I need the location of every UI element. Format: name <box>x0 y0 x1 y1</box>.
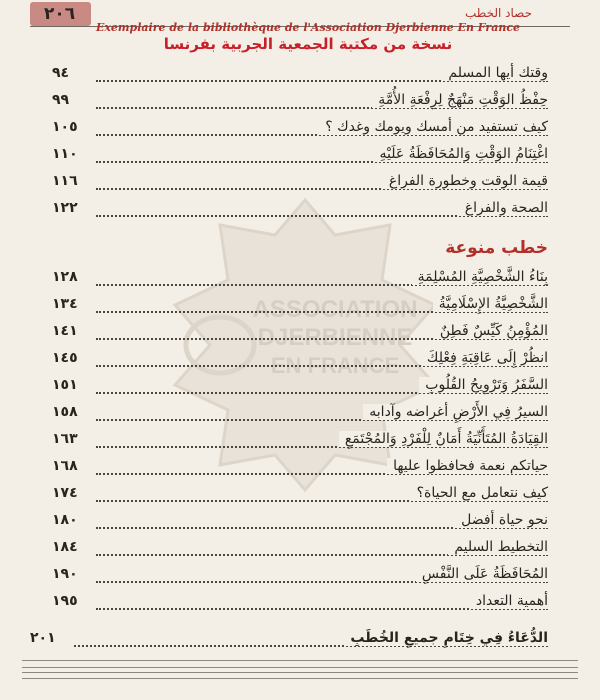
toc-entry-title: قيمة الوقت وخطورة الفراغ <box>383 173 548 189</box>
toc-entry <box>52 401 548 428</box>
toc-entry-page: ١٨٤ <box>52 539 92 555</box>
toc-entry-title: أهمية التعداد <box>470 593 548 609</box>
footer-rule-top <box>22 660 578 668</box>
toc-entry-title: وقتك أيها المسلم <box>442 65 548 81</box>
toc-entry-page: ١٤١ <box>52 323 92 339</box>
toc-entry <box>52 428 548 455</box>
toc-entry-page: ١٣٤ <box>52 296 92 312</box>
toc-entry <box>52 509 548 536</box>
toc-entry-page: ١٤٥ <box>52 350 92 366</box>
toc-entry <box>52 536 548 563</box>
toc-entry-title: المُؤْمِنُ كَيِّسٌ فَطِنٌ <box>434 323 548 339</box>
toc-entry <box>30 627 548 654</box>
toc-entry <box>52 197 548 224</box>
watermark-line3: EN FRANCE <box>270 353 400 378</box>
footer-rule-bottom <box>22 672 578 679</box>
toc-entry <box>52 143 548 170</box>
toc-entry <box>52 482 548 509</box>
toc-entry-title: كيف نتعامل مع الحياة؟ <box>411 485 548 501</box>
toc-entry <box>52 116 548 143</box>
toc-entry-page: ١٩٠ <box>52 566 92 582</box>
toc-entry <box>52 170 548 197</box>
toc-entry-title: كيف تستفيد من أمسك ويومك وغدك ؟ <box>319 119 548 135</box>
toc-list-top <box>52 62 548 224</box>
toc-entry <box>52 293 548 320</box>
toc-entry <box>52 320 548 347</box>
toc-entry <box>52 590 548 617</box>
page-number: ٢٠٦ <box>30 2 91 26</box>
toc-entry-page: ١٥١ <box>52 377 92 393</box>
toc-entry-page: ١٦٣ <box>52 431 92 447</box>
toc-entry <box>52 89 548 116</box>
toc-entry <box>52 266 548 293</box>
toc-entry-page: ١٥٨ <box>52 404 92 420</box>
toc-entry <box>52 62 548 89</box>
library-stamp-arabic: نسخة من مكتبة الجمعية الجربية بفرنسا <box>163 35 453 53</box>
toc-entry-title: الدُّعَاءُ فِي خِتَامِ جميعِ الخُطَبِ <box>344 630 548 646</box>
watermark-line2: DJERBIENNE <box>257 324 413 351</box>
toc-entry-title: بِنَاءُ الشَّخْصِيَّةِ المُسْلِمَةِ <box>412 269 548 285</box>
toc-entry-page: ١١٠ <box>52 146 92 162</box>
running-head: حصاد الخطب <box>464 6 532 20</box>
toc-entry-title: حِفْظُ الوَقْتِ مَنْهَجٌ لِرِفْعَةِ الأُمَّةِ <box>372 92 548 108</box>
toc-entry-title: الشَّخْصِيَّةُ الإِسْلَامِيَّةُ <box>433 296 548 312</box>
toc-entry-page: ١٩٥ <box>52 593 92 609</box>
toc-entry-title: حياتكم نعمة فحافظوا عليها <box>387 458 548 474</box>
toc-entry-page: ١٢٨ <box>52 269 92 285</box>
toc-entry-page: ٢٠١ <box>30 630 70 646</box>
toc-entry-title: السَّفَرُ وَتَرْوِيحُ القُلُوبِ <box>419 377 548 393</box>
toc-entry-page: ١٢٢ <box>52 200 92 216</box>
toc-entry-title: التخطيط السليم <box>448 539 548 555</box>
toc-entry <box>52 347 548 374</box>
section-heading: خطب منوعة <box>445 238 548 258</box>
toc-entry-title: نحو حياة أفضل <box>455 512 548 528</box>
toc-entry-page: ١٠٥ <box>52 119 92 135</box>
toc-list-section <box>52 266 548 617</box>
toc-entry-title: اغْتِنَامُ الوَقْتِ وَالمُحَافَظَةُ عَلَيْهِ <box>374 146 549 162</box>
toc-entry-title: الصحة والفراغ <box>459 200 548 216</box>
toc-entry-title: السيرُ فِي الأَرْضِ أغراضه وآدابه <box>363 404 548 420</box>
watermark-line1: ASSOCIATION <box>252 296 418 323</box>
toc-entry-page: ١٧٤ <box>52 485 92 501</box>
toc-entry <box>52 374 548 401</box>
toc-entry-page: ٩٤ <box>52 65 92 81</box>
toc-entry <box>52 563 548 590</box>
toc-entry-page: ١١٦ <box>52 173 92 189</box>
library-stamp-french: Exemplaire de la bibliothèque de l'Association Djerbienne En France <box>95 21 521 34</box>
toc-entry-title: المُحَافَظَةُ عَلَى النَّفْسِ <box>416 566 548 582</box>
toc-entry-page: ١٨٠ <box>52 512 92 528</box>
toc-entry-page: ١٦٨ <box>52 458 92 474</box>
toc-entry-title: انظُرْ إِلَى عَاقِبَةِ فِعْلِكَ <box>421 350 548 366</box>
toc-entry-title: القِيَادَةُ المُتَأَنِّيَةُ أَمَانٌ لِلْفَرْدِ وَالمُجْتَمَعِ <box>339 431 548 447</box>
toc-entry-page: ٩٩ <box>52 92 92 108</box>
toc-list-final <box>30 627 548 654</box>
toc-entry <box>52 455 548 482</box>
